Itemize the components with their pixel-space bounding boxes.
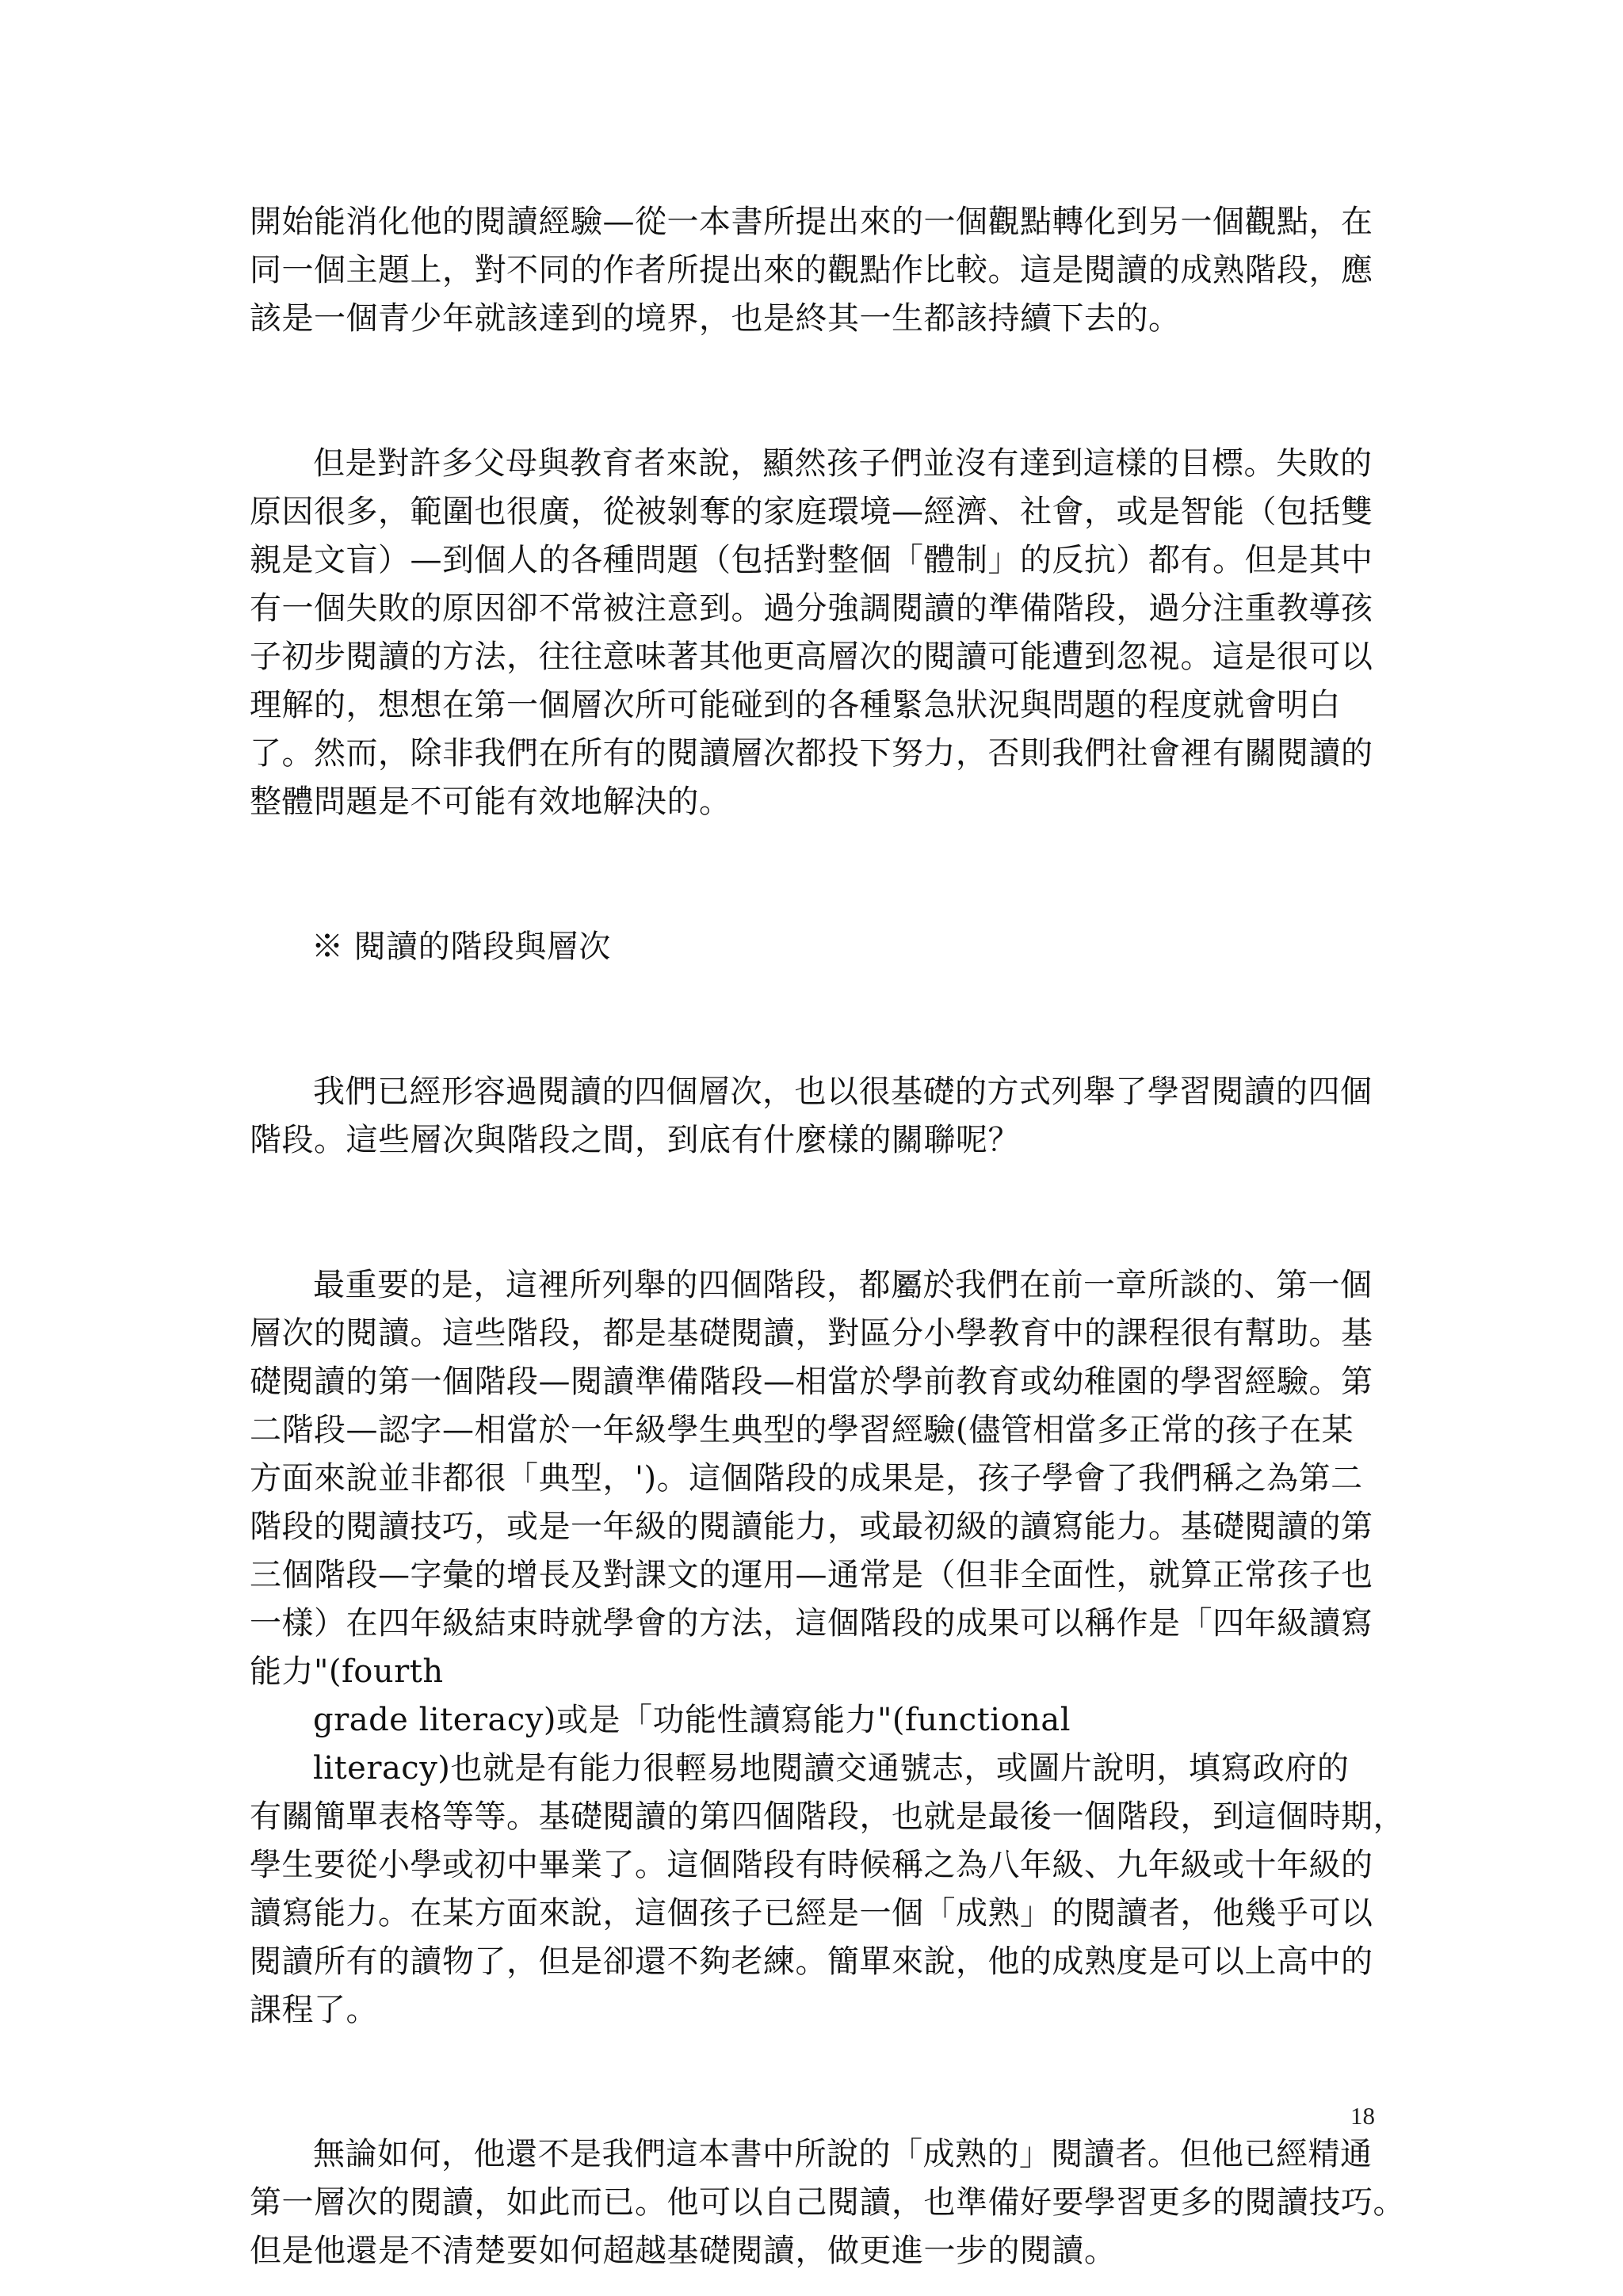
text-line: 階段的閱讀技巧，或是一年級的閱讀能力，或最初級的讀寫能力。基礎閱讀的第 xyxy=(250,1508,1373,1545)
text-line: 了。然而，除非我們在所有的閱讀層次都投下努力，否則我們社會裡有關閱讀的 xyxy=(250,735,1373,772)
text-line: 親是文盲）—到個人的各種問題（包括對整個「體制」的反抗）都有。但是其中 xyxy=(250,542,1373,578)
text-line: 子初步閱讀的方法，往往意味著其他更高層次的閱讀可能遭到忽視。這是很可以 xyxy=(250,639,1373,675)
paragraph-3 xyxy=(250,1068,1384,1165)
text-line: 方面來說並非都很「典型，')。這個階段的成果是，孩子學會了我們稱之為第二 xyxy=(250,1460,1363,1497)
text-line: 礎閱讀的第一個階段—閱讀準備階段—相當於學前教育或幼稚園的學習經驗。第 xyxy=(250,1363,1373,1400)
text-line: 二階段—認字—相當於一年級學生典型的學習經驗(儘管相當多正常的孩子在某 xyxy=(250,1412,1354,1448)
text-line: 最重要的是，這裡所列舉的四個階段，都屬於我們在前一章所談的、第一個 xyxy=(313,1267,1373,1303)
paragraph-2 xyxy=(250,440,1384,826)
paragraph-gap xyxy=(250,2035,1384,2130)
text-line: grade literacy)或是「功能性讀寫能力"(functional xyxy=(313,1702,1071,1738)
text-line: 無論如何，他還不是我們這本書中所說的「成熟的」閱讀者。但他已經精通 xyxy=(313,2136,1373,2172)
section-heading: ※ 閱讀的階段與層次 xyxy=(311,929,611,965)
text-line: 我們已經形容過閱讀的四個層次，也以很基礎的方式列舉了學習閱讀的四個 xyxy=(313,1074,1373,1110)
paragraph-1 xyxy=(250,198,1384,343)
paragraph-gap xyxy=(250,826,1384,923)
text-line: 同一個主題上，對不同的作者所提出來的觀點作比較。這是閱讀的成熟階段，應 xyxy=(250,252,1373,288)
text-line: 開始能消化他的閱讀經驗—從一本書所提出來的一個觀點轉化到另一個觀點，在 xyxy=(250,204,1373,240)
paragraph-5 xyxy=(250,2130,1405,2275)
text-line: 讀寫能力。在某方面來說，這個孩子已經是一個「成熟」的閱讀者，他幾乎可以 xyxy=(250,1895,1373,1932)
paragraph-gap xyxy=(250,1165,1384,1261)
text-line: 閱讀所有的讀物了，但是卻還不夠老練。簡單來說，他的成熟度是可以上高中的 xyxy=(250,1943,1373,1980)
paragraph-gap xyxy=(250,343,1384,440)
text-line: 第一層次的閱讀，如此而已。他可以自己閱讀，也準備好要學習更多的閱讀技巧。 xyxy=(250,2184,1405,2221)
text-line: 三個階段—字彙的增長及對課文的運用—通常是（但非全面性，就算正常孩子也 xyxy=(250,1557,1373,1593)
text-line: 但是對許多父母與教育者來說，顯然孩子們並沒有達到這樣的目標。失敗的 xyxy=(313,445,1373,482)
text-line: 整體問題是不可能有效地解決的。 xyxy=(250,784,731,820)
text-line: 理解的，想想在第一個層次所可能碰到的各種緊急狀況與問題的程度就會明白 xyxy=(250,687,1341,723)
text-line: 層次的閱讀。這些階段，都是基礎閱讀，對區分小學教育中的課程很有幫助。基 xyxy=(250,1315,1373,1352)
text-line: 原因很多，範圍也很廣，從被剝奪的家庭環境—經濟、社會，或是智能（包括雙 xyxy=(250,494,1373,530)
text-line: 階段。這些層次與階段之間，到底有什麼樣的關聯呢？ xyxy=(250,1122,1020,1158)
text-line: 有關簡單表格等等。基礎閱讀的第四個階段，也就是最後一個階段，到這個時期， xyxy=(250,1798,1405,1835)
text-line: 但是他還是不清楚要如何超越基礎閱讀，做更進一步的閱讀。 xyxy=(250,2233,1117,2269)
page-number: 18 xyxy=(1350,2102,1375,2130)
text-line: 一樣）在四年級結束時就學會的方法，這個階段的成果可以稱作是「四年級讀寫 xyxy=(250,1605,1373,1642)
paragraph-gap xyxy=(250,971,1384,1068)
text-line: literacy)也就是有能力很輕易地閱讀交通號志，或圖片說明，填寫政府的 xyxy=(313,1750,1350,1787)
paragraph-4 xyxy=(250,1261,1405,2035)
text-line: 有一個失敗的原因卻不常被注意到。過分強調閱讀的準備階段，過分注重教導孩 xyxy=(250,590,1373,627)
text-line: 能力"(fourth xyxy=(250,1653,444,1690)
document-body xyxy=(250,198,1405,2275)
text-line: 學生要從小學或初中畢業了。這個階段有時候稱之為八年級、九年級或十年級的 xyxy=(250,1847,1373,1883)
text-line: 課程了。 xyxy=(250,1992,378,2028)
text-line: 該是一個青少年就該達到的境界，也是終其一生都該持續下去的。 xyxy=(250,300,1181,337)
